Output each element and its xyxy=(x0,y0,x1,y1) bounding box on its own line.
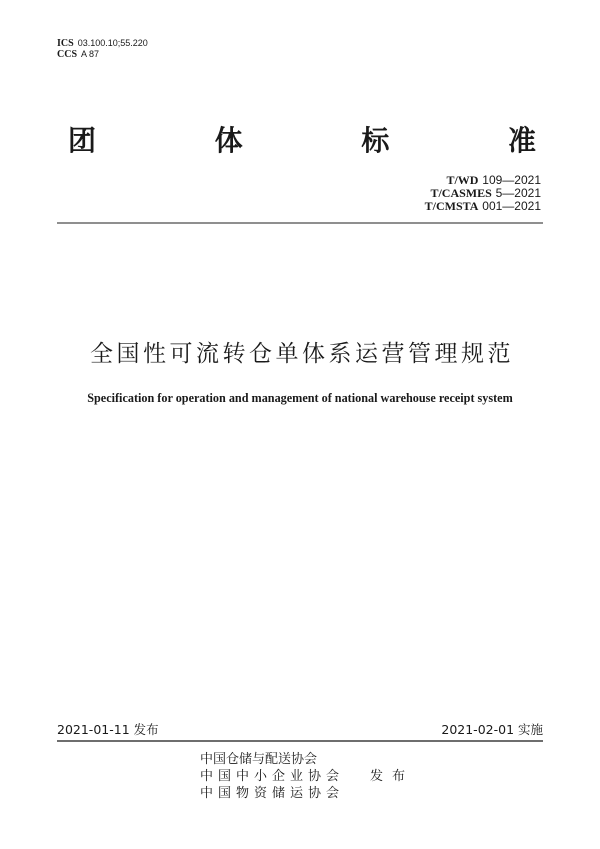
standard-code: 001—2021 xyxy=(482,199,541,213)
ics-label: ICS xyxy=(57,38,74,49)
standard-type-char-1: 团 xyxy=(68,124,97,157)
standard-type-char-3: 标 xyxy=(361,124,390,157)
ccs-value: A 87 xyxy=(81,49,100,59)
standard-code: 109—2021 xyxy=(482,173,541,187)
standard-numbers xyxy=(425,174,541,213)
standard-org: T/WD xyxy=(446,173,479,187)
standard-code: 5—2021 xyxy=(495,186,541,200)
publisher-item: 中国中小企业协会 xyxy=(200,769,345,784)
issue-date: 2021-01-11 发布 xyxy=(57,722,159,737)
document-title-chinese: 全国性可流转仓单体系运营管理规范 xyxy=(90,341,514,367)
publisher-list xyxy=(200,751,344,802)
header-divider xyxy=(57,222,543,224)
classification-codes xyxy=(57,38,148,60)
publish-action-label: 发布 xyxy=(370,769,415,784)
publisher-item: 中国仓储与配送协会 xyxy=(200,752,318,767)
standard-type-char-4: 准 xyxy=(507,124,536,157)
ccs-code xyxy=(57,49,148,60)
standard-number-cmsta xyxy=(425,200,541,213)
publisher-item: 中国物资储运协会 xyxy=(200,786,345,801)
standard-type-char-2: 体 xyxy=(214,124,243,157)
ics-code xyxy=(57,38,148,49)
ics-value: 03.100.10;55.220 xyxy=(77,38,148,48)
ccs-label: CCS xyxy=(57,49,78,60)
implementation-date: 2021-02-01 实施 xyxy=(441,722,543,737)
standard-org: T/CMSTA xyxy=(424,199,479,213)
document-title-english: Specification for operation and management of national warehouse receipt system xyxy=(87,391,513,405)
footer-divider xyxy=(57,740,543,742)
standard-org: T/CASMES xyxy=(430,186,492,200)
standard-type-heading xyxy=(68,124,536,158)
